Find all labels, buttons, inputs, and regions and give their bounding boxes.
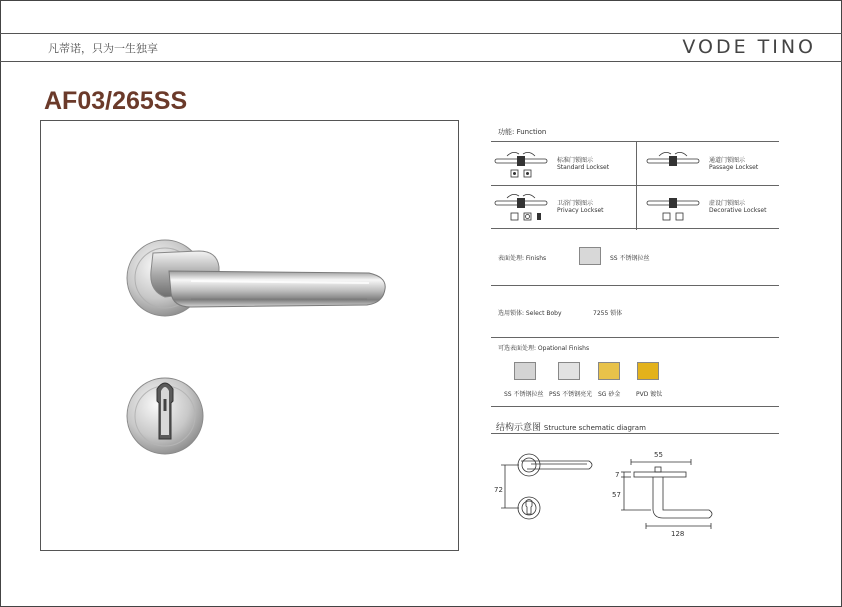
swatch-pss-label: PSS 不锈钢亮光 (549, 391, 593, 398)
finish-divider (491, 285, 779, 286)
function-standard-cn: 标准门锁图示 (557, 157, 594, 164)
function-standard-en: Standard Lockset (557, 164, 610, 171)
front-view (501, 454, 592, 519)
model-title: AF03/265SS (44, 87, 188, 115)
standard-lockset-icon (493, 150, 551, 182)
function-privacy-cn: 卫浴门锁图示 (557, 200, 594, 207)
dim-72: 72 (494, 486, 503, 494)
slogan: 凡蒂诺，只为一生独享 (48, 42, 158, 55)
finish-value: SS 不锈钢拉丝 (610, 255, 650, 262)
swatch-ss (514, 362, 536, 380)
swatch-pvd-label: PVD 镀钛 (636, 391, 663, 398)
structure-title-cn: 结构示意图 (496, 423, 542, 433)
function-decorative-en: Decorative Lockset (709, 207, 767, 214)
function-privacy-en: Privacy Lockset (557, 207, 604, 214)
swatch-sg-label: SG 砂金 (598, 391, 621, 398)
function-grid (491, 141, 779, 229)
function-passage-en: Passage Lockset (709, 164, 759, 171)
decorative-lockset-icon (645, 192, 703, 226)
product-photo (40, 120, 459, 551)
lever-handle-image (41, 121, 458, 550)
dim-7: 7 (615, 471, 620, 479)
swatch-pvd (637, 362, 659, 380)
body-label: 选用锁体: Select Boby (498, 310, 562, 317)
dim-55: 55 (654, 451, 663, 459)
brand-logo: VODE TINO (682, 36, 816, 58)
finish-swatch (579, 247, 601, 265)
swatch-sg (598, 362, 620, 380)
header-divider-bottom (0, 61, 842, 62)
function-passage-cn: 通道门锁图示 (709, 157, 746, 164)
body-divider (491, 337, 779, 338)
header-divider-top (0, 33, 842, 34)
optional-finishes-label: 可选表面处理: Opational Finishs (498, 345, 590, 352)
structure-title-en: Structure schematic diagram (543, 424, 646, 432)
passage-lockset-icon (645, 150, 703, 174)
swatch-pss (558, 362, 580, 380)
function-label: 功能: Function (498, 128, 547, 136)
dim-57: 57 (612, 491, 621, 499)
finish-label: 表面处理: Finishs (498, 255, 547, 262)
privacy-lockset-icon (493, 192, 551, 226)
body-value: 7255 锁体 (593, 310, 623, 317)
side-view (621, 459, 712, 529)
structure-diagram (491, 440, 779, 540)
dim-128: 128 (671, 530, 685, 538)
structure-divider (491, 433, 779, 434)
structure-title (496, 420, 646, 433)
function-decorative-cn: 虚设门锁图示 (709, 200, 746, 207)
optional-divider (491, 406, 779, 407)
swatch-ss-label: SS 不锈钢拉丝 (504, 391, 544, 398)
